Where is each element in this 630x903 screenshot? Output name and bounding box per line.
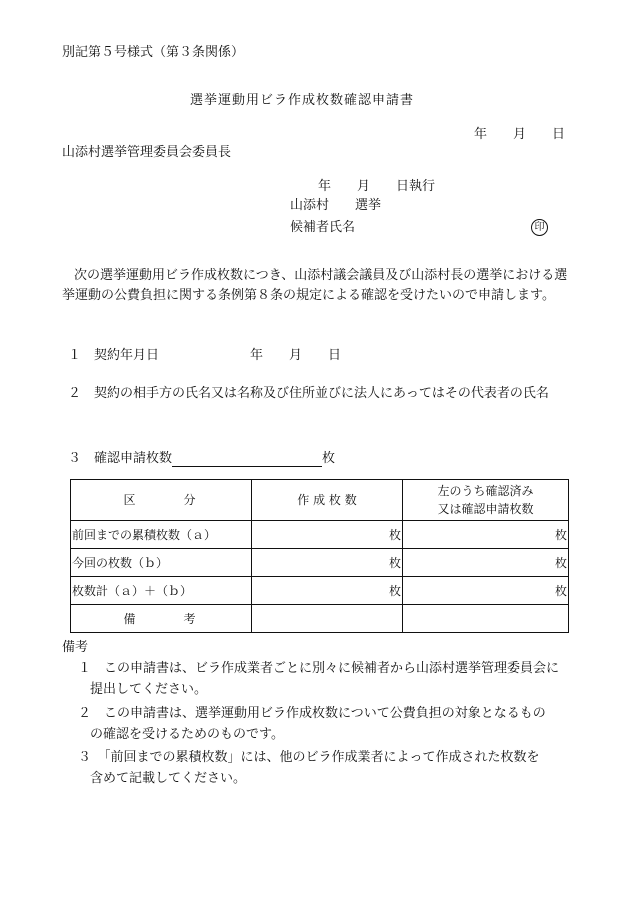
row-unit-created: 枚 (252, 549, 403, 577)
row-unit-created: 枚 (252, 521, 403, 549)
election-date: 年 月 日執行 (318, 179, 436, 194)
note-2: ２ この申請書は、選挙運動用ビラ作成枚数について公費負担の対象となるもの の確認を受けるためのものです。 (78, 706, 546, 742)
document-title: 選挙運動用ビラ作成枚数確認申請書 (190, 93, 415, 108)
row-label: 枚数計（ａ）＋（ｂ） (71, 577, 252, 605)
row-unit-confirmed: 枚 (403, 521, 569, 549)
header-category: 区 分 (71, 480, 252, 521)
header-confirmed-count: 左のうち確認済み 又は確認申請枚数 (403, 480, 569, 521)
table-header-row (71, 480, 569, 521)
item3-unit: 枚 (322, 451, 336, 466)
row-unit-confirmed: 枚 (403, 549, 569, 577)
remarks-cell (403, 605, 569, 633)
remarks-cell (252, 605, 403, 633)
item3-blank (172, 452, 322, 467)
item3-row (68, 451, 335, 467)
note-1: １ この申請書は、ビラ作成業者ごとに別々に候補者から山添村選挙管理委員会に 提出してください。 (78, 661, 560, 697)
row-unit-confirmed: 枚 (403, 577, 569, 605)
addressee: 山添村選挙管理委員会委員長 (62, 145, 232, 160)
row-label: 今回の枚数（ｂ） (71, 549, 252, 577)
body-text: 次の選挙運動用ビラ作成枚数につき、山添村議会議員及び山添村長の選挙における選挙運動の公費負担に関する条例第８条の規定による確認を受けたいので申請します。 (62, 268, 568, 303)
item2-label: ２ 契約の相手方の氏名又は名称及び住所並びに法人にあってはその代表者の氏名 (68, 386, 549, 401)
table-remarks-row (71, 605, 569, 633)
item1-date: 年 月 日 (250, 348, 342, 363)
notes-heading: 備考 (62, 640, 89, 655)
table-row (71, 577, 569, 605)
candidate-name-label: 候補者氏名 (290, 220, 356, 235)
election-name: 山添村 選挙 (290, 198, 382, 213)
table-row (71, 549, 569, 577)
remarks-label: 備 考 (71, 605, 252, 633)
header-created-count: 作 成 枚 数 (252, 480, 403, 521)
application-date: 年 月 日 (474, 127, 566, 142)
seal-mark: 印 (531, 219, 548, 236)
note-3: ３ 「前回までの累積枚数」には、他のビラ作成業者によって作成された枚数を 含めて記載してください。 (78, 750, 540, 786)
form-label: 別記第５号様式（第３条関係） (62, 45, 245, 60)
count-table (70, 479, 569, 633)
table-row (71, 521, 569, 549)
row-unit-created: 枚 (252, 577, 403, 605)
item3-label: ３ 確認申請枚数 (68, 451, 173, 466)
item1-label: １ 契約年月日 (68, 348, 160, 363)
row-label: 前回までの累積枚数（ａ） (71, 521, 252, 549)
